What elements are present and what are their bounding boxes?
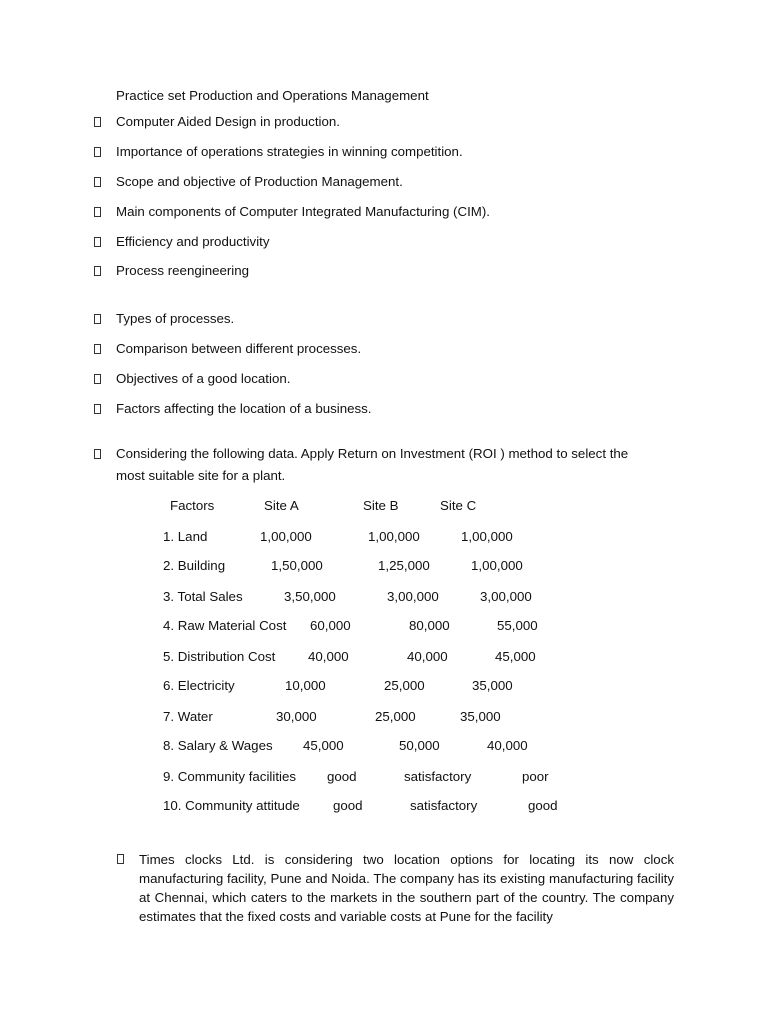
table-cell-site-b: 1,00,000 bbox=[368, 529, 420, 544]
list-item: Main components of Computer Integrated Manufacturing (CIM). bbox=[116, 204, 490, 219]
list-item: Importance of operations strategies in winning competition. bbox=[116, 144, 463, 159]
table-cell-site-a: 3,50,000 bbox=[284, 589, 336, 604]
bullet-icon bbox=[94, 374, 101, 384]
list-item: Comparison between different processes. bbox=[116, 341, 362, 356]
table-cell-site-c: 35,000 bbox=[472, 678, 513, 693]
table-cell-site-b: 1,25,000 bbox=[378, 558, 430, 573]
table-cell-site-a: good bbox=[327, 769, 357, 784]
list-item: Efficiency and productivity bbox=[116, 234, 270, 249]
list-item: Types of processes. bbox=[116, 311, 235, 326]
bullet-icon bbox=[117, 854, 124, 864]
table-cell-site-b: 50,000 bbox=[399, 738, 440, 753]
table-cell-site-b: satisfactory bbox=[410, 798, 478, 813]
roi-question-line2: most suitable site for a plant. bbox=[116, 468, 286, 483]
table-cell-site-b: satisfactory bbox=[404, 769, 472, 784]
bullet-icon bbox=[94, 117, 101, 127]
roi-question-line1: Considering the following data. Apply Return on Investment (ROI ) method to select the bbox=[116, 446, 629, 461]
list-item: Objectives of a good location. bbox=[116, 371, 291, 386]
table-cell-site-b: 3,00,000 bbox=[387, 589, 439, 604]
table-cell-site-c: poor bbox=[522, 769, 549, 784]
table-header-site-a: Site A bbox=[264, 498, 299, 513]
bullet-icon bbox=[94, 207, 101, 217]
bullet-icon bbox=[94, 177, 101, 187]
bullet-icon bbox=[94, 449, 101, 459]
table-cell-site-b: 40,000 bbox=[407, 649, 448, 664]
table-cell-site-c: 40,000 bbox=[487, 738, 528, 753]
table-cell-site-b: 80,000 bbox=[409, 618, 450, 633]
table-cell-site-a: 30,000 bbox=[276, 709, 317, 724]
table-header-factors: Factors bbox=[170, 498, 215, 513]
bullet-icon bbox=[94, 266, 101, 276]
list-item: Process reengineering bbox=[116, 263, 250, 278]
table-row-label: 3. Total Sales bbox=[163, 589, 243, 604]
table-cell-site-a: 10,000 bbox=[285, 678, 326, 693]
table-cell-site-c: 1,00,000 bbox=[471, 558, 523, 573]
table-cell-site-a: 60,000 bbox=[310, 618, 351, 633]
table-header-site-b: Site B bbox=[363, 498, 399, 513]
bullet-icon bbox=[94, 147, 101, 157]
table-row-label: 5. Distribution Cost bbox=[163, 649, 276, 664]
page-title: Practice set Production and Operations Management bbox=[116, 88, 429, 103]
table-header-site-c: Site C bbox=[440, 498, 477, 513]
table-row-label: 2. Building bbox=[163, 558, 226, 573]
table-cell-site-a: good bbox=[333, 798, 363, 813]
table-cell-site-c: 35,000 bbox=[460, 709, 501, 724]
bullet-icon bbox=[94, 404, 101, 414]
table-row-label: 1. Land bbox=[163, 529, 208, 544]
table-row-label: 10. Community attitude bbox=[163, 798, 300, 813]
table-cell-site-c: 45,000 bbox=[495, 649, 536, 664]
bullet-icon bbox=[94, 314, 101, 324]
table-cell-site-a: 1,00,000 bbox=[260, 529, 312, 544]
table-row-label: 7. Water bbox=[163, 709, 213, 724]
table-cell-site-c: 3,00,000 bbox=[480, 589, 532, 604]
table-cell-site-a: 45,000 bbox=[303, 738, 344, 753]
table-row-label: 4. Raw Material Cost bbox=[163, 618, 287, 633]
table-cell-site-a: 40,000 bbox=[308, 649, 349, 664]
bullet-icon bbox=[94, 344, 101, 354]
table-row-label: 6. Electricity bbox=[163, 678, 235, 693]
table-row-label: 9. Community facilities bbox=[163, 769, 297, 784]
table-cell-site-b: 25,000 bbox=[375, 709, 416, 724]
list-item: Scope and objective of Production Management. bbox=[116, 174, 403, 189]
bullet-icon bbox=[94, 237, 101, 247]
table-cell-site-c: good bbox=[528, 798, 558, 813]
times-clocks-paragraph: Times clocks Ltd. is considering two location options for locating its now clock manufacturing facility, Pune and Noida. The company has its existing manufacturing facility at Chennai, which caters to the markets in the southern part of the country. The company estimates that the fixed costs and variable costs at Pune for the facility bbox=[139, 852, 674, 924]
list-item: Factors affecting the location of a business. bbox=[116, 401, 372, 416]
table-row-label: 8. Salary & Wages bbox=[163, 738, 273, 753]
table-cell-site-b: 25,000 bbox=[384, 678, 425, 693]
table-cell-site-c: 55,000 bbox=[497, 618, 538, 633]
list-item: Computer Aided Design in production. bbox=[116, 114, 340, 129]
table-cell-site-a: 1,50,000 bbox=[271, 558, 323, 573]
table-cell-site-c: 1,00,000 bbox=[461, 529, 513, 544]
